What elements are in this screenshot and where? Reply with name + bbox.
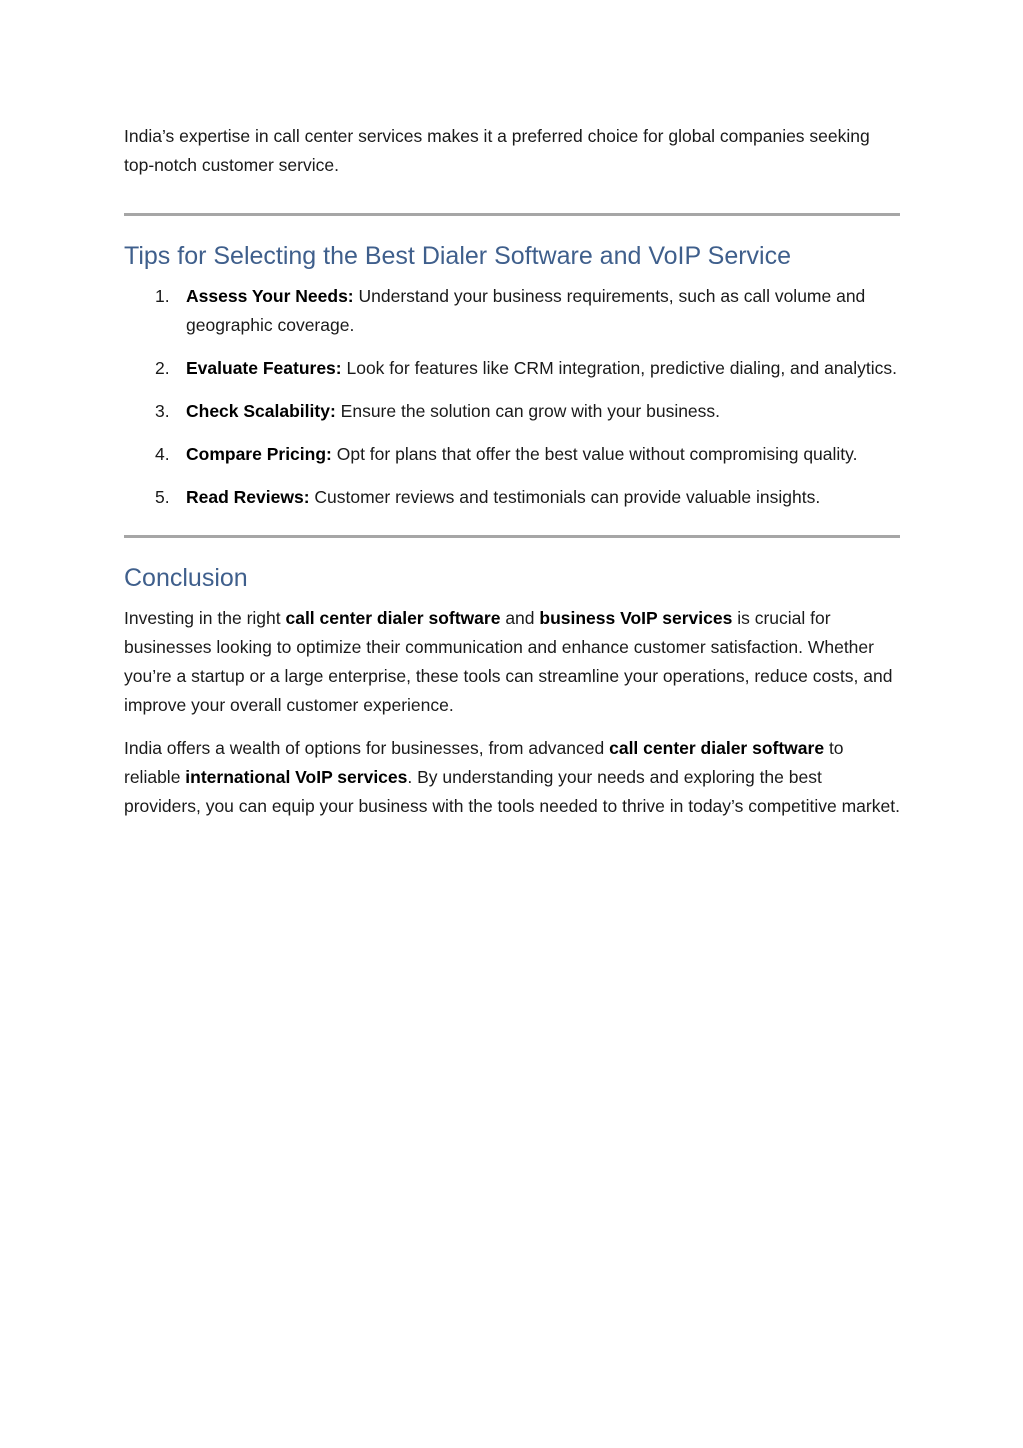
list-item [124, 483, 900, 512]
list-item-text: Understand your business requirements, such as call volume and geographic coverage. [186, 286, 866, 335]
list-item-number: 4. [155, 444, 170, 464]
bold-keyword: business VoIP services [539, 608, 733, 628]
conclusion-heading: Conclusion [124, 564, 248, 592]
text-run: . By understanding your needs and exploring the best providers, you can equip your business with the tools needed to thrive in today’s competitive market. [124, 767, 900, 816]
bold-keyword: call center dialer software [285, 608, 501, 628]
list-item-text: Ensure the solution can grow with your business. [335, 401, 721, 421]
list-item [124, 354, 900, 383]
list-item-title: Compare Pricing: [186, 444, 332, 464]
list-item [124, 440, 900, 469]
conclusion-paragraph-1 [124, 604, 900, 720]
text-run: to reliable [124, 738, 844, 787]
list-item-title: Assess Your Needs: [186, 286, 354, 306]
list-item-text: Customer reviews and testimonials can provide valuable insights. [309, 487, 821, 507]
conclusion-section [124, 562, 900, 821]
list-item-title: Evaluate Features: [186, 358, 342, 378]
text-run: India offers a wealth of options for businesses, from advanced [124, 738, 610, 758]
tips-section [124, 240, 900, 512]
list-item-title: Read Reviews: [186, 487, 310, 507]
list-item [124, 282, 900, 340]
section-divider [124, 535, 900, 538]
document-page [124, 122, 900, 821]
list-item-number: 2. [155, 358, 170, 378]
list-item-number: 3. [155, 401, 170, 421]
tips-heading: Tips for Selecting the Best Dialer Software and VoIP Service [124, 242, 792, 270]
list-item-title: Check Scalability: [186, 401, 336, 421]
bold-keyword: call center dialer software [609, 738, 825, 758]
list-item [124, 397, 900, 426]
text-run: is crucial for businesses looking to optimize their communication and enhance customer satisfaction. Whether you’re a startup or a large enterprise, these tools can streamline your operations, reduce costs, and improve your overall customer experience. [124, 608, 893, 715]
list-item-text: Opt for plans that offer the best value without compromising quality. [331, 444, 858, 464]
tips-list [124, 282, 900, 512]
text-run: Investing in the right [124, 608, 286, 628]
list-item-number: 1. [155, 286, 170, 306]
section-divider [124, 213, 900, 216]
intro-paragraph: India’s expertise in call center services makes it a preferred choice for global companies seeking top-notch customer service. [124, 126, 870, 175]
conclusion-paragraph-2 [124, 734, 900, 821]
text-run: and [500, 608, 540, 628]
bold-keyword: international VoIP services [185, 767, 408, 787]
list-item-text: Look for features like CRM integration, predictive dialing, and analytics. [341, 358, 898, 378]
list-item-number: 5. [155, 487, 170, 507]
